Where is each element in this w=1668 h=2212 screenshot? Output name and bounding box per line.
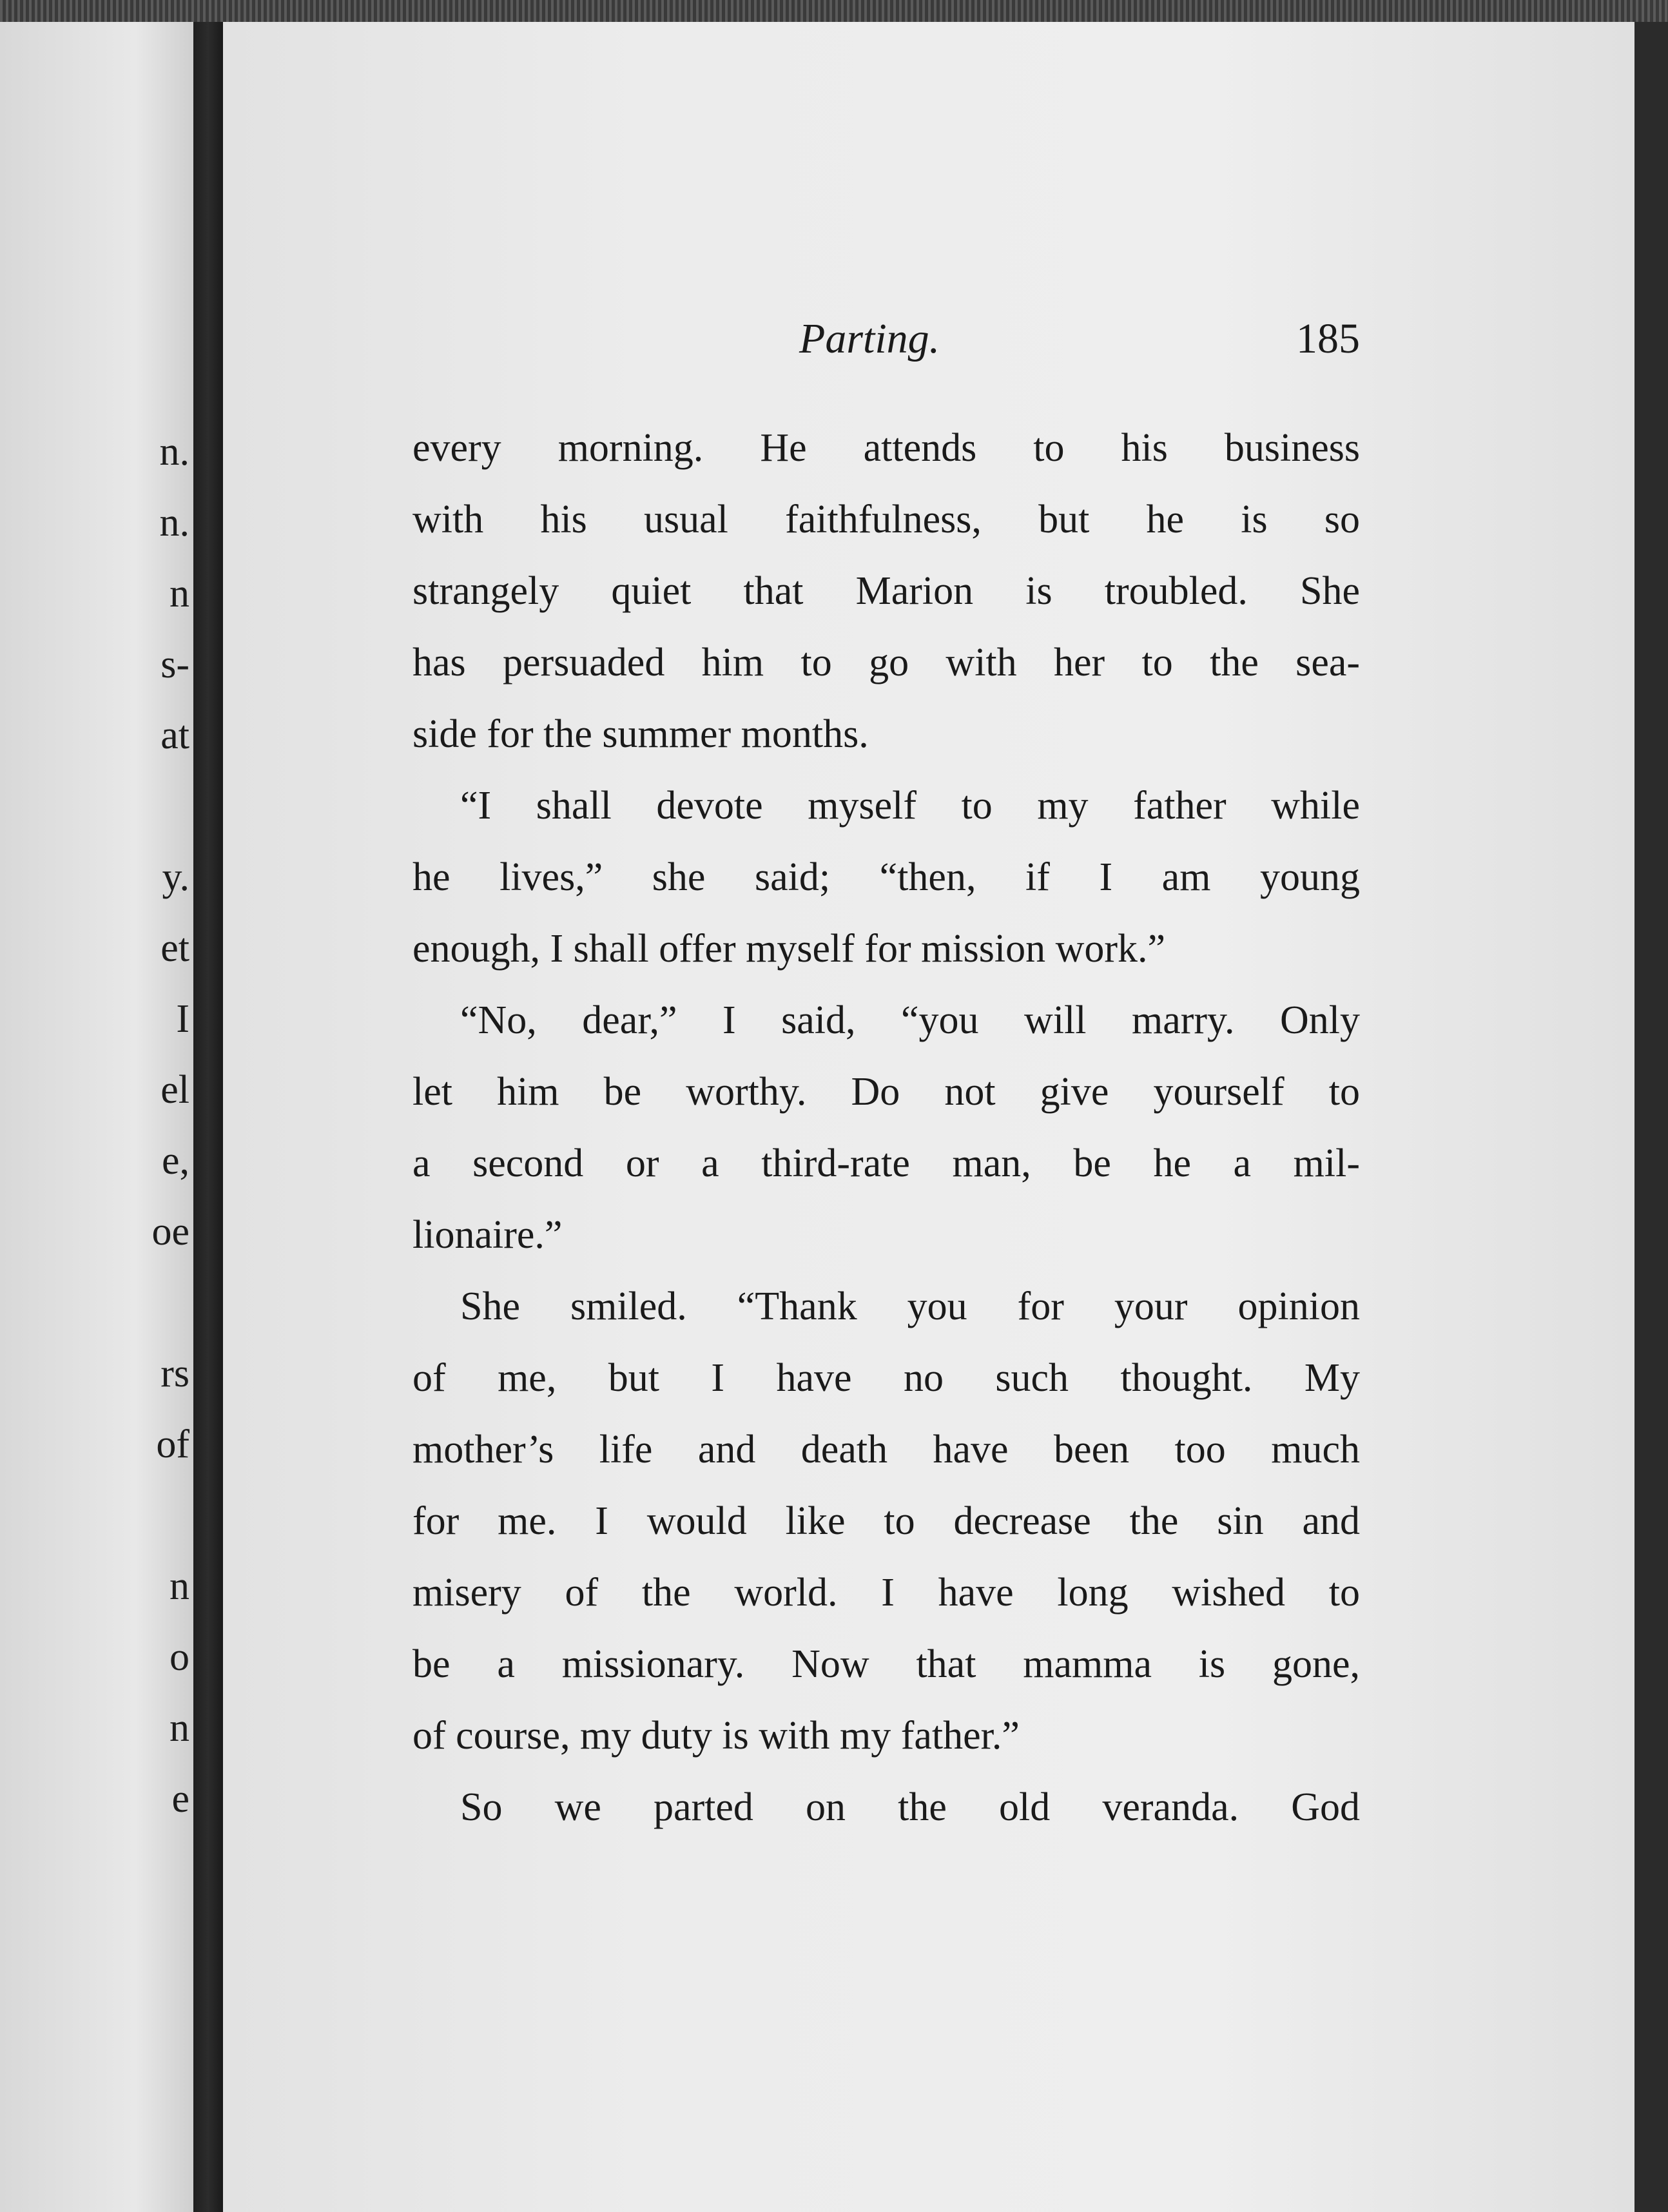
left-page-fragment: n (170, 1706, 189, 1750)
scan-top-edge (0, 0, 1668, 22)
text-line: for me. I would like to decrease the sin and (412, 1499, 1360, 1543)
text-line: let him be worthy. Do not give yourself to (412, 1070, 1360, 1114)
left-page-fragment: et (160, 926, 189, 970)
running-head (773, 315, 1360, 373)
text-line: of me, but I have no such thought. My (412, 1356, 1360, 1400)
body-text (412, 412, 1360, 1843)
text-line: side for the summer months. (412, 712, 869, 756)
left-page-fragment: n. (159, 501, 189, 545)
left-page-fragment: s- (160, 643, 189, 686)
left-page-fragment: n. (159, 430, 189, 474)
left-page-fragment: n (170, 1564, 189, 1608)
text-line: “No, dear,” I said, “you will marry. Only (460, 998, 1360, 1042)
left-page-margin (0, 22, 193, 2212)
left-page-fragment: rs (160, 1352, 189, 1395)
text-line: lionaire.” (412, 1213, 563, 1257)
left-page-fragment: of (156, 1422, 189, 1466)
text-line: has persuaded him to go with her to the sea- (412, 641, 1360, 684)
text-line: be a missionary. Now that mamma is gone, (412, 1642, 1360, 1686)
text-line: enough, I shall offer myself for mission work.” (412, 927, 1166, 971)
left-page-fragment: el (160, 1068, 189, 1112)
text-line: strangely quiet that Marion is troubled. She (412, 569, 1360, 613)
text-line: So we parted on the old veranda. God (460, 1785, 1360, 1829)
scan-right-edge (1634, 22, 1668, 2212)
text-line: every morning. He attends to his business (412, 426, 1360, 470)
text-line: “I shall devote myself to my father while (460, 784, 1360, 828)
left-page-fragment: n (170, 572, 189, 616)
text-line: She smiled. “Thank you for your opinion (460, 1285, 1360, 1328)
left-page-fragment: at (160, 713, 189, 757)
text-line: misery of the world. I have long wished to (412, 1571, 1360, 1615)
left-page-fragment: o (170, 1635, 189, 1679)
chapter-title: Parting. (799, 315, 940, 362)
book-gutter (193, 22, 223, 2212)
text-line: mother’s life and death have been too much (412, 1428, 1360, 1471)
text-line: a second or a third-rate man, be he a mil- (412, 1141, 1360, 1185)
text-line: of course, my duty is with my father.” (412, 1714, 1020, 1758)
text-line: with his usual faithfulness, but he is so (412, 498, 1360, 541)
page-number: 185 (1296, 315, 1360, 362)
left-page-fragment: y. (162, 855, 189, 899)
text-line: he lives,” she said; “then, if I am young (412, 855, 1360, 899)
left-page-fragment: e (171, 1777, 189, 1821)
left-page-fragment: e, (161, 1139, 189, 1183)
left-page-fragment: oe (151, 1210, 189, 1254)
left-page-fragment: I (176, 997, 189, 1041)
